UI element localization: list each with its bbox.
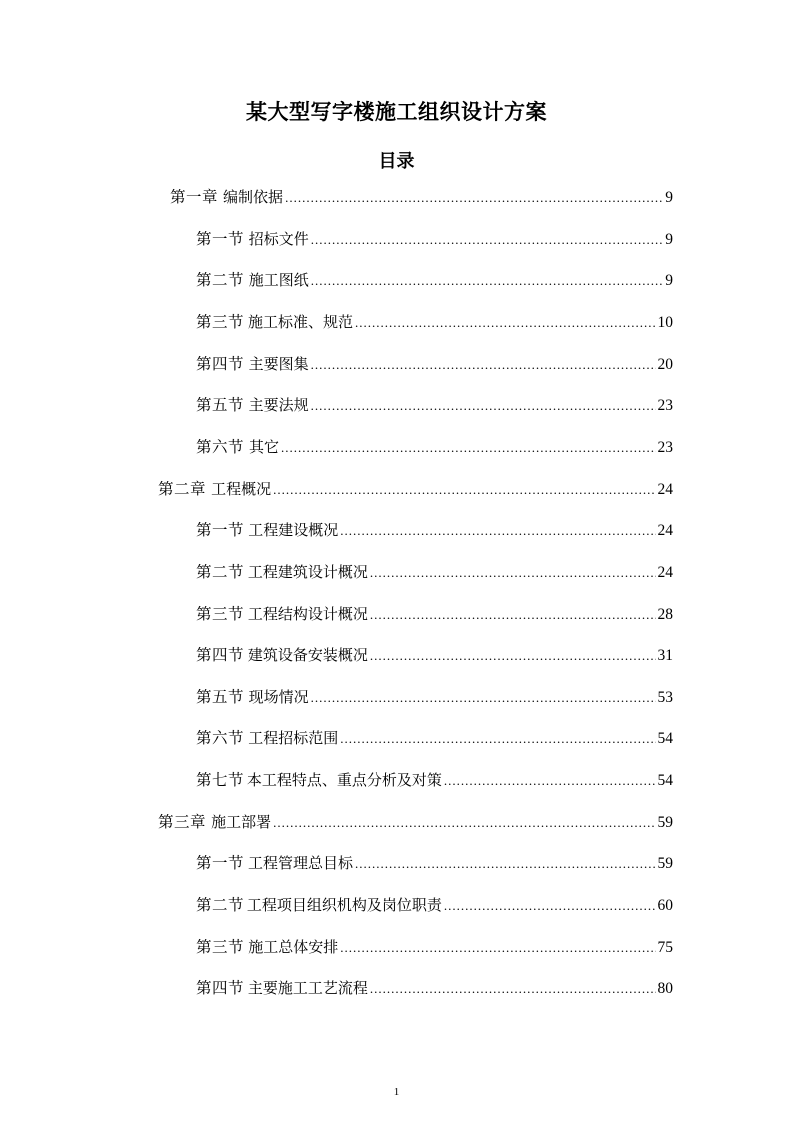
toc-dot-leader: [273, 478, 655, 502]
toc-heading: 目录: [378, 151, 415, 172]
toc-dot-leader: [370, 977, 656, 1001]
toc-dot-leader: [340, 519, 655, 543]
toc-entry-title: 工程概况: [211, 479, 272, 498]
toc-chapter-entry[interactable]: [170, 185, 673, 209]
toc-entry-page: 60: [657, 897, 673, 915]
toc-entry-title: 工程结构设计概况: [247, 604, 368, 623]
toc-dot-leader: [370, 561, 656, 585]
toc-entry-title: 招标文件: [248, 229, 309, 248]
toc-section-entry[interactable]: [196, 560, 673, 584]
toc-entry-title: 编制依据: [223, 188, 284, 206]
toc-dot-leader: [370, 603, 656, 627]
toc-section-entry[interactable]: [196, 935, 673, 959]
toc-entry-number: 第三节: [196, 605, 245, 623]
toc-entry-number: 第三章: [158, 813, 207, 831]
toc-entry-title: 主要施工工艺流程: [247, 979, 368, 998]
toc-entry-page: 59: [657, 855, 673, 873]
toc-section-entry[interactable]: [196, 893, 673, 917]
toc-section-entry[interactable]: [196, 768, 673, 792]
toc-chapter-entry[interactable]: [158, 477, 673, 501]
toc-section-entry[interactable]: [196, 352, 673, 376]
toc-entry-page: 23: [657, 397, 673, 415]
toc-dot-leader: [444, 769, 656, 793]
toc-entry-page: 59: [657, 813, 673, 831]
toc-entry-number: 第五节: [196, 397, 245, 415]
toc-entry-title: 本工程特点、重点分析及对策: [246, 771, 442, 790]
toc-entry-number: 第一节: [196, 522, 245, 540]
toc-section-entry[interactable]: [196, 310, 673, 334]
toc-entry-number: 第六节: [196, 438, 245, 456]
toc-dot-leader: [311, 394, 656, 418]
toc-entry-number: 第一节: [196, 855, 245, 873]
toc-entry-page: 24: [657, 522, 673, 540]
toc-entry-number: 第二节: [196, 272, 245, 290]
toc-entry-title: 工程项目组织机构及岗位职责: [246, 896, 442, 915]
toc-entry-page: 53: [657, 688, 673, 706]
toc-entry-page: 20: [657, 355, 673, 373]
toc-entry-number: 第五节: [196, 688, 245, 706]
toc-entry-page: 9: [665, 230, 673, 248]
toc-entry-title: 建筑设备安装概况: [247, 646, 368, 665]
toc-section-entry[interactable]: [196, 976, 673, 1000]
toc-entry-number: 第一章: [170, 189, 219, 206]
toc-entry-page: 10: [657, 313, 673, 331]
toc-entry-number: 第七节: [196, 772, 245, 790]
toc-entry-title: 施工图纸: [248, 271, 309, 290]
toc-section-entry[interactable]: [196, 268, 673, 292]
toc-entry-number: 第四节: [196, 980, 245, 998]
toc-dot-leader: [311, 686, 656, 710]
toc-dot-leader: [281, 436, 655, 460]
toc-entry-page: 28: [657, 605, 673, 623]
toc-entry-title: 施工总体安排: [248, 937, 339, 956]
toc-entry-number: 第四节: [196, 355, 245, 373]
toc-entry-title: 工程管理总目标: [248, 854, 354, 873]
toc-entry-number: 第二节: [196, 897, 245, 915]
toc-entry-title: 主要法规: [248, 396, 309, 415]
toc-dot-leader: [311, 228, 664, 252]
toc-entry-page: 9: [665, 272, 673, 290]
toc-entry-number: 第二节: [196, 563, 245, 581]
toc-dot-leader: [340, 727, 655, 751]
toc-entry-page: 75: [657, 938, 673, 956]
toc-chapter-entry[interactable]: [158, 810, 673, 834]
toc-entry-page: 54: [657, 772, 673, 790]
toc-entry-number: 第三节: [196, 313, 245, 331]
toc-entry-title: 主要图集: [248, 354, 309, 373]
toc-entry-page: 54: [657, 730, 673, 748]
toc-section-entry[interactable]: [196, 851, 673, 875]
document-title: 某大型写字楼施工组织设计方案: [246, 100, 547, 124]
toc-section-entry[interactable]: [196, 685, 673, 709]
toc-dot-leader: [273, 811, 655, 835]
toc-entry-number: 第三节: [196, 938, 245, 956]
toc-entry-page: 24: [657, 480, 673, 498]
toc-dot-leader: [340, 936, 655, 960]
toc-dot-leader: [355, 311, 655, 335]
toc-dot-leader: [285, 186, 663, 210]
toc-section-entry[interactable]: [196, 435, 673, 459]
toc-entry-title: 工程建设概况: [248, 521, 339, 540]
toc-entry-title: 其它: [249, 437, 280, 456]
toc-dot-leader: [444, 894, 656, 918]
toc-section-entry[interactable]: [196, 393, 673, 417]
toc-section-entry[interactable]: [196, 726, 673, 750]
toc-entry-title: 施工部署: [211, 812, 272, 831]
toc-entry-title: 工程建筑设计概况: [247, 562, 368, 581]
toc-dot-leader: [311, 269, 664, 293]
toc-entry-page: 31: [657, 647, 673, 665]
toc-entry-page: 80: [657, 980, 673, 998]
toc-section-entry[interactable]: [196, 602, 673, 626]
toc-entry-page: 23: [657, 438, 673, 456]
toc-dot-leader: [311, 353, 656, 377]
toc-dot-leader: [355, 852, 655, 876]
toc-entry-title: 工程招标范围: [248, 729, 339, 748]
toc-entry-title: 现场情况: [248, 687, 309, 706]
toc-entry-number: 第六节: [196, 730, 245, 748]
toc-section-entry[interactable]: [196, 643, 673, 667]
toc-entry-page: 24: [657, 563, 673, 581]
toc-entry-number: 第二章: [158, 480, 207, 498]
toc-dot-leader: [370, 644, 656, 668]
page-number: 1: [393, 1086, 400, 1098]
toc-entry-page: 9: [665, 189, 673, 206]
toc-section-entry[interactable]: [196, 518, 673, 542]
toc-entry-number: 第一节: [196, 230, 245, 248]
toc-entry-number: 第四节: [196, 647, 245, 665]
toc-entry-title: 施工标准、规范: [248, 312, 354, 331]
toc-section-entry[interactable]: [196, 227, 673, 251]
